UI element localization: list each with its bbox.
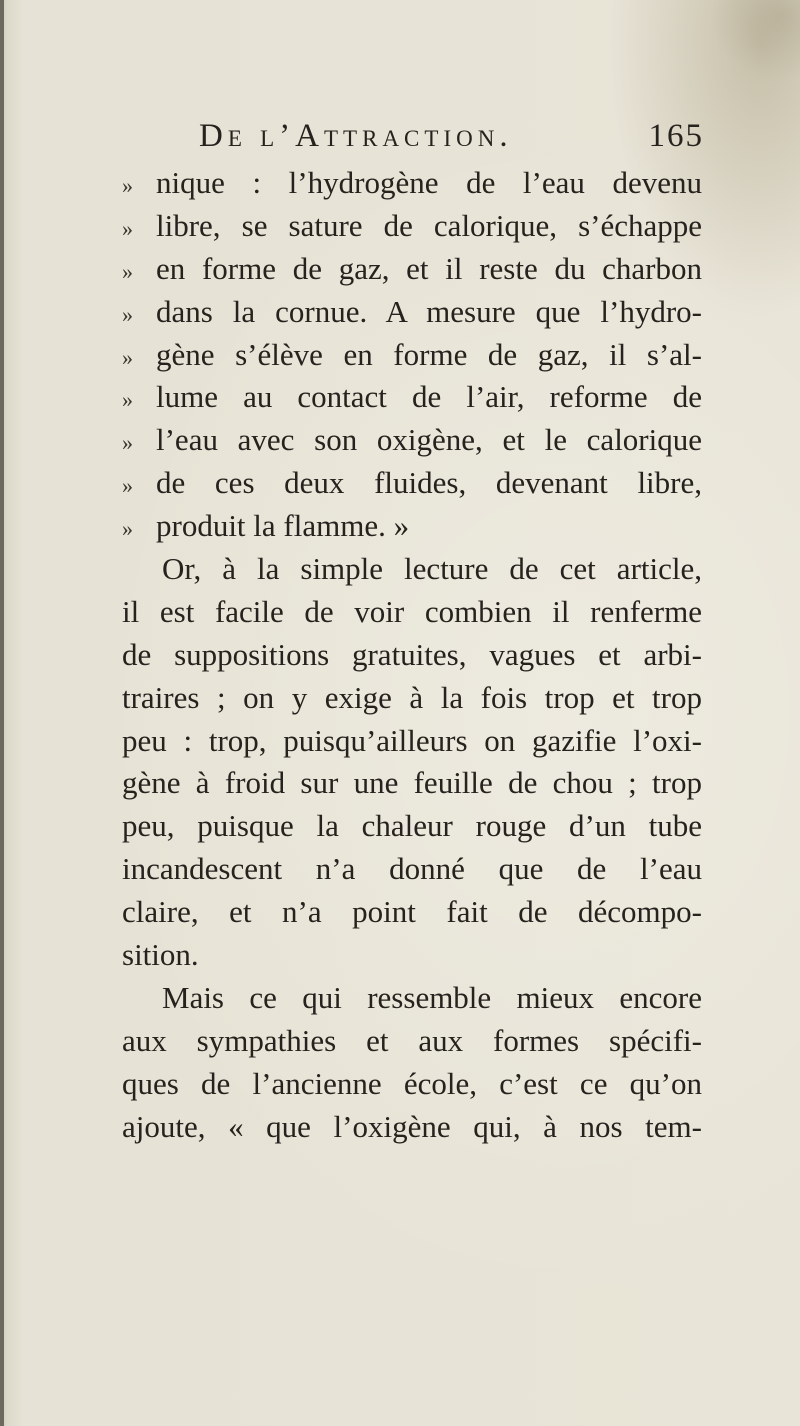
paragraph-line: gène à froid sur une feuille de chou ; trop bbox=[122, 765, 702, 801]
quoted-line-text: dans la cornue. A mesure que l’hydro- bbox=[156, 293, 702, 329]
running-head bbox=[199, 118, 704, 168]
body-text bbox=[122, 162, 702, 1148]
paragraph-line: peu, puisque la chaleur rouge d’un tube bbox=[122, 808, 702, 844]
quoted-line bbox=[122, 205, 702, 248]
quoted-line bbox=[122, 248, 702, 291]
running-head-title: De l’Attraction. bbox=[199, 118, 513, 154]
page-edge-shadow bbox=[0, 0, 4, 1426]
quoted-line-text: l’eau avec son oxigène, et le calorique bbox=[156, 422, 702, 458]
guillemet-mark: » bbox=[122, 301, 133, 327]
quoted-line bbox=[122, 505, 702, 548]
paragraph-line: ques de l’ancienne école, c’est ce qu’on bbox=[122, 1065, 702, 1101]
paragraph-line: de suppositions gratuites, vagues et arbi- bbox=[122, 636, 702, 672]
guillemet-mark: » bbox=[122, 258, 133, 284]
paragraph-line: il est facile de voir combien il renferme bbox=[122, 593, 702, 629]
quoted-line-text: lume au contact de l’air, reforme de bbox=[156, 379, 702, 415]
quoted-line-text: libre, se sature de calorique, s’échappe bbox=[156, 207, 702, 243]
guillemet-mark: » bbox=[122, 215, 133, 241]
guillemet-mark: » bbox=[122, 516, 133, 542]
quoted-line bbox=[122, 462, 702, 505]
quoted-line-text: gène s’élève en forme de gaz, il s’al- bbox=[156, 336, 702, 372]
quoted-line bbox=[122, 291, 702, 334]
quoted-line-text: nique : l’hydrogène de l’eau devenu bbox=[156, 165, 702, 200]
paper-stain bbox=[710, 0, 800, 80]
paragraph-line: ajoute, « que l’oxigène qui, à nos tem- bbox=[122, 1108, 702, 1144]
guillemet-mark: » bbox=[122, 173, 133, 198]
quoted-line bbox=[122, 162, 702, 205]
quoted-line-text: en forme de gaz, et il reste du charbon bbox=[156, 250, 702, 286]
paragraph-line: peu : trop, puisqu’ailleurs on gazifie l’oxi- bbox=[122, 722, 702, 758]
guillemet-mark: » bbox=[122, 430, 133, 456]
paragraph-line: incandescent n’a donné que de l’eau bbox=[122, 851, 702, 887]
quoted-line bbox=[122, 419, 702, 462]
paragraph-line: Or, à la simple lecture de cet article, bbox=[162, 551, 702, 587]
paragraph-line: traires ; on y exige à la fois trop et trop bbox=[122, 679, 702, 715]
guillemet-mark: » bbox=[122, 473, 133, 499]
paragraph-line: sition. bbox=[122, 937, 199, 973]
quoted-line-text: de ces deux fluides, devenant libre, bbox=[156, 465, 702, 501]
quoted-line-text: produit la flamme. » bbox=[156, 508, 410, 544]
paragraph-line: Mais ce qui ressemble mieux encore bbox=[162, 979, 702, 1015]
guillemet-mark: » bbox=[122, 344, 133, 370]
paragraph-line: claire, et n’a point fait de décompo- bbox=[122, 894, 702, 930]
quoted-line bbox=[122, 334, 702, 377]
guillemet-mark: » bbox=[122, 387, 133, 413]
paragraph-line: aux sympathies et aux formes spécifi- bbox=[122, 1022, 702, 1058]
page-number: 165 bbox=[648, 118, 704, 154]
quoted-line bbox=[122, 376, 702, 419]
